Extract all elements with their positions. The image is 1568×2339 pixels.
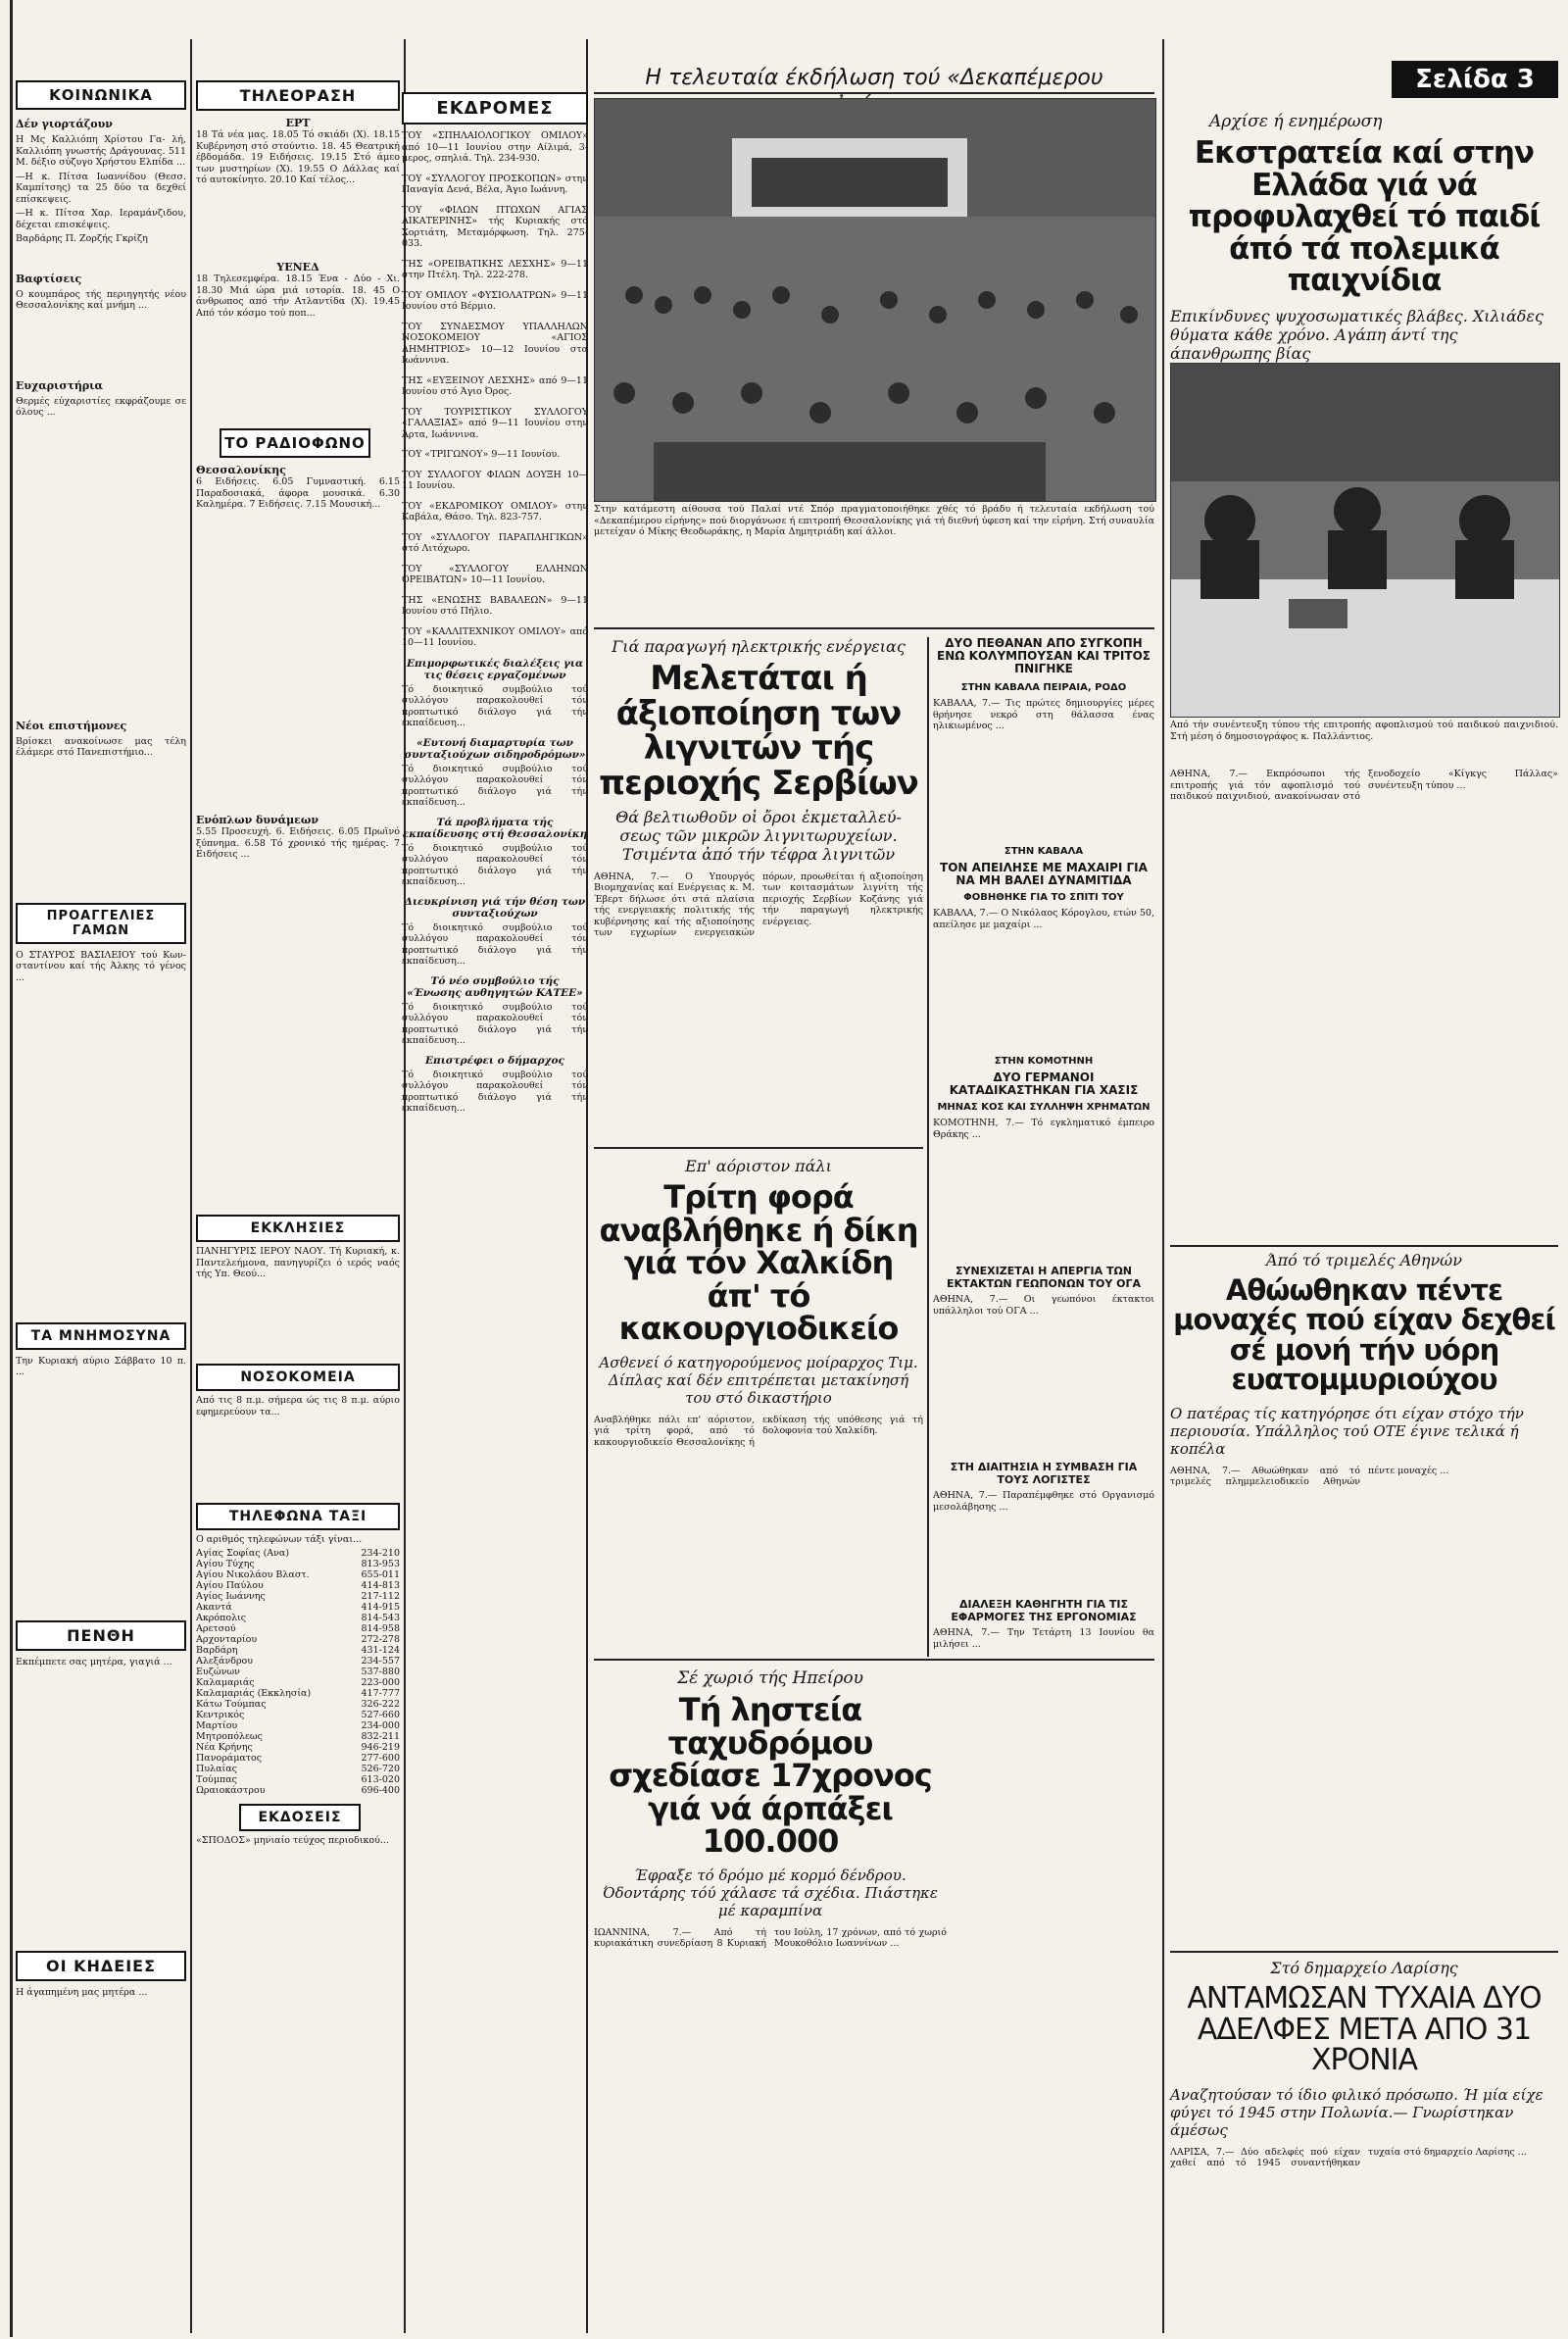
- taxi-row: [196, 1774, 400, 1785]
- text: Ο κουμπάρος τής περιηγητής νέου Θεσσαλονίκης καί μνήμη ...: [16, 288, 186, 311]
- taxi-station: Ακαντά: [196, 1601, 232, 1613]
- toys-photo: [1170, 363, 1560, 718]
- rule: [594, 1659, 1154, 1661]
- station-name: Θεσσαλονίκης: [196, 464, 286, 476]
- sisters-headline: ΑΝΤΑΜΩΣΑΝ ΤΥΧΑΙΑ ΔΥΟ ΑΔΕΛΦΕΣ ΜΕΤΑ ΑΠΟ 31 ΧΡΟΝΙΑ: [1187, 1981, 1542, 2077]
- text: —Η κ. Πίτσα Χαρ. Ιεραμάνζιδου, δέχεται επισκέψεις.: [16, 208, 186, 230]
- text: Η άγαπημένη μας μητέρα ...: [16, 1986, 148, 1998]
- taxi-station: Τούμπας: [196, 1773, 237, 1785]
- taxi-station: Καλαμαριάς (Εκκλησία): [196, 1687, 312, 1699]
- section-head-tv: ΤΗΛΕΟΡΑΣΗ: [196, 80, 400, 111]
- monks-article: [1170, 1251, 1558, 1750]
- column-rule: [1162, 39, 1164, 2333]
- robbery-article: [594, 1668, 1154, 2339]
- top-story-caption: Στην κατάμεστη αίθουσα τού Παλαί ντέ Σπόρ πραγματοποιήθηκε χθές τό βράδυ ή τελευταία εκδήλωση τού «Δεκαπέμερου εἰρήνης» πού διοργάνωσε ή επιτροπή Θεσσαλονίκης γιά τή διεθνή ύφεση καί την εἰρήνη. Στή συναυλία μετείχαν ό Μίκης Θεοδωράκης, η Μαρία Δημητριάδη καί άλλοι.: [594, 504, 1154, 537]
- taxi-phone: 814-958: [361, 1622, 400, 1634]
- taxi-station: Αγίου Τύχης: [196, 1558, 255, 1569]
- taxi-phone: 655-011: [361, 1568, 400, 1580]
- taxi-station: Καλαμαριάς: [196, 1676, 255, 1688]
- monks-deck: Ο πατέρας τίς κατηγόρησε ότι είχαν στόχο τήν περιουσία. Υπάλληλος τού ΟΤΕ έγινε τελικά ή κοπέλα: [1170, 1404, 1524, 1458]
- rule: [594, 627, 1154, 629]
- toys-headline: Εκστρατεία καί στην Ελλάδα γιά νά προφυλαχθεί τό παιδί άπό τά πολεμικά παιχνίδια: [1188, 135, 1541, 299]
- taxi-row: [196, 1634, 400, 1645]
- monks-headline: Αθώωθηκαν πέντε μοναχές πού είχαν δεχθεί σέ μονή τήν υόρη ευατομμυριούχου: [1173, 1273, 1555, 1397]
- dynamite-pre: ΣΤΗΝ ΚΑΒΑΛΑ: [1004, 846, 1084, 857]
- notice-heading: «Ευτονή διαμαρτυρία των συνταξιούχων σιδηροδρόμων»: [404, 736, 586, 761]
- excursion-entry: ΤΗΣ «ΟΡΕΙΒΑΤΙΚΗΣ ΛΕΣΧΗΣ» 9—11 στην Πτέλη. Τηλ. 222-278.: [402, 258, 588, 280]
- text: Βρίσκει ανακοίνωσε μας τέλη έλάμερε στό Πανεπιστήμιο...: [16, 735, 186, 758]
- radio-listing: 5.55 Προσευχή. 6. Ειδήσεις. 6.05 Πρωϊνό ξύπνημα. 6.58 Τό χρονικό τής ημέρας. 7 Ειδήσεις ...: [196, 826, 400, 860]
- section-head-radio: ΤΟ ΡΑΔΙΟΦΩΝΟ: [220, 428, 370, 458]
- excursion-entry: ΤΟΥ «ΣΠΗΛΑΙΟΛΟΓΙΚΟΥ ΟΜΙΛΟΥ» από 10—11 Ιουνίου στην Αίλιμά, 3- μερος, σπηλιά. Τηλ. 234-930.: [402, 130, 588, 164]
- excursion-entry: ΤΟΥ ΤΟΥΡΙΣΤΙΚΟΥ ΣΥΛΛΟΓΟΥ «ΓΑΛΑΞΙΑΣ» από 9—11 Ιουνίου στην Άρτα, Ιωάννινα.: [402, 406, 588, 440]
- excursion-entry: ΤΟΥ «ΚΑΛΛΙΤΕΧΝΙΚΟΥ ΟΜΙΛΟΥ» από 10—11 Ιουνίου.: [402, 625, 588, 648]
- notice-body: Τό διοικητικό συμβούλιο τού συλλόγου παρακολουθεί τόν προπτωτικό διάλογο γιά τήν εκπαίδευση...: [402, 683, 588, 728]
- section-head-weddings: ΠΡΟΑΓΓΕΛΙΕΣ ΓΑΜΩΝ: [16, 903, 186, 944]
- taxi-station: Αγίας Σοφίας (Ανα): [196, 1547, 290, 1559]
- germans-body: ΚΟΜΟΤΗΝΗ, 7.— Τό εγκληματικό έμπειρο Θράκης ...: [933, 1118, 1154, 1140]
- top-story-kicker: Η τελευταία έκδήλωση τού «Δεκαπέμερου: [645, 66, 1103, 90]
- press-conference-image: [1171, 364, 1559, 717]
- excursion-entry: ΤΟΥ «ΣΥΛΛΟΓΟΥ ΠΑΡΑΠΛΗΓΙΚΩΝ» στό Λιτόχωρο.: [402, 531, 588, 554]
- monks-kicker: Άπό τό τριμελές Αθηνών: [1266, 1251, 1462, 1269]
- drowning-body: ΚΑΒΑΛΑ, 7.— Τις πρώτες δημιουργίες μέρες θρήνησε νεκρό στη θάλασσα ένας ηλικιωμένος ...: [933, 698, 1154, 731]
- germans-sub: ΜΗΝΑΣ ΚΟΣ ΚΑΙ ΣΥΛΛΗΨΗ ΧΡΗΜΑΤΩΝ: [937, 1102, 1151, 1113]
- taxi-station: Ευζώνων: [196, 1666, 240, 1677]
- excursion-entry: ΤΟΥ «ΕΚΔΡΟΜΙΚΟΥ ΟΜΙΛΟΥ» στην Καβάλα, Θάσο. Τηλ. 823-757.: [402, 500, 588, 523]
- section-head-hospitals: ΝΟΣΟΚΟΜΕΙΑ: [196, 1364, 400, 1391]
- taxi-station: Ακρόπολις: [196, 1612, 247, 1623]
- notice-body: Τό διοικητικό συμβούλιο τού συλλόγου παρακολουθεί τόν προπτωτικό διάλογο γιά τήν εκπαίδευση...: [402, 1001, 588, 1046]
- left-column: [16, 0, 186, 2337]
- taxi-row: [196, 1569, 400, 1580]
- dynamite-body: ΚΑΒΑΛΑ, 7.— Ο Νικόλαος Κόρογλου, ετών 50, απείλησε με μαχαίρι ...: [933, 908, 1154, 930]
- text: Θερμές εύχαριστίες εκφράζουμε σε όλους ...: [16, 395, 186, 418]
- text: Βαρδάρης Π. Ζορζής Γκρίζη: [16, 233, 148, 244]
- publications-text: «ΣΠΟΔΟΣ» μηνιαίο τεύχος περιοδικού...: [196, 1834, 389, 1846]
- taxi-row: [196, 1667, 400, 1677]
- taxi-station: Μαρτίου: [196, 1719, 238, 1731]
- chalkidis-body: Αναβλήθηκε πάλι επ' αόριστον, γιά τρίτη φορά, από τό κακουργιοδικείο Θεσσαλονίκης ή εκδίκαση τής υπόθεσης γιά τή δολοφονία τού Χαλκίδη.: [594, 1414, 923, 1448]
- lignite-deck: Θά βελτιωθοῦν οἱ ὄροι ἐκμεταλλεύ- σεως τῶν μικρῶν λιγνιτωρυχείων. Τσιμέντα ἀπό τήν τέφρα λιγνιτῶν: [615, 807, 902, 864]
- sisters-kicker: Στό δημαρχείο Λαρίσης: [1270, 1959, 1458, 1977]
- taxi-row: [196, 1731, 400, 1742]
- sisters-deck: Αναζητούσαν τό ίδιο φιλικό πρόσωπο. Ή μία είχε φύγει τό 1945 στην Πολωνία.— Γνωρίστηκαν άμέσως: [1170, 2085, 1544, 2139]
- taxi-row: [196, 1785, 400, 1796]
- robbery-headline: Τή ληστεία ταχυδρόμου σχεδίασε 17χρονος γιά νά άρπάξει 100.000: [609, 1691, 932, 1861]
- accountants-headline: ΣΤΗ ΔΙΑΙΤΗΣΙΑ Η ΣΥΜΒΑΣΗ ΓΙΑ ΤΟΥΣ ΛΟΓΙΣΤΕΣ: [950, 1461, 1138, 1486]
- lignite-body: ΑΘΗΝΑ, 7.— Ο Υπουργός Βιομηχανίας καί Ενέργειας κ. Μ. Έβερτ δήλωσε ότι στά πλαίσια τής ενεργειακής πολιτικής τής κυβέρνησης καί τής αξιοποίησης των εγχωρίων ενεργειακών πόρων, προωθείται ή αξιοποίηση των κοιτασμάτων λιγνίτη τής περιοχής Σερβίων Κοζάνης γιά τήν παραγωγή ηλεκτρικής ενέργειας.: [594, 871, 923, 939]
- notice-list: [402, 658, 588, 1115]
- subhead: Νέοι επιστήμονες: [16, 719, 127, 732]
- taxi-station: Ωραιοκάστρου: [196, 1784, 266, 1796]
- page-label: Σελίδα 3: [1392, 61, 1558, 98]
- accountants-body: ΑΘΗΝΑ, 7.— Παραπέμφθηκε στό Οργανισμό μεσολάβησης ...: [933, 1490, 1154, 1513]
- taxi-phone: 431-124: [361, 1644, 400, 1656]
- taxi-station: Κεντρικός: [196, 1709, 245, 1720]
- notice-heading: Επιστρέφει ο δήμαρχος: [425, 1054, 564, 1067]
- text: —Η κ. Πίτσα Ιωαννίδου (Θεσσ. Καμπίτσης) τα 25 δύο τα δεχθεί επίσκεψεις.: [16, 171, 186, 205]
- excursion-entry: ΤΟΥ «ΣΥΛΛΟΓΟΥ ΕΛΛΗΝΩΝ ΟΡΕΙΒΑΤΩΝ» 10—11 Ιουνίου.: [402, 563, 588, 585]
- section-head-mourning: ΠΕΝΘΗ: [16, 1620, 186, 1651]
- taxi-station: Αγίου Νικολάου Βλαστ.: [196, 1568, 310, 1580]
- section-head-publications: ΕΚΔΟΣΕΙΣ: [239, 1804, 361, 1831]
- excursion-entry: ΤΟΥ «ΣΥΛΛΟΓΟΥ ΠΡΟΣΚΟΠΩΝ» στην Παναγία Δενά, Βέλα, Άγιο Ιωάννη.: [402, 173, 588, 195]
- section-head-funerals: ΟΙ ΚΗΔΕΙΕΣ: [16, 1951, 186, 1981]
- taxi-intro: Ο αριθμός τηλεφώνων τάξι γίναι...: [196, 1534, 363, 1545]
- excursion-entry: ΤΗΣ «ΕΝΩΣΗΣ ΒΑΒΑΛΕΩΝ» 9—11 Ιουνίου στό Πήλιο.: [402, 594, 588, 617]
- toys-caption: Από τήν συνέντευξη τύπου τής επιτροπής αφοπλισμού τού παιδικού παιχνιδιού. Στή μέση ό δημοσιογράφος κ. Παλλάντιος.: [1170, 720, 1558, 742]
- channel-name: ΕΡΤ: [285, 117, 311, 129]
- sisters-body: ΛΑΡΙΣΑ, 7.— Δύο αδελφές πού είχαν χαθεί από τό 1945 συναντήθηκαν τυχαία στό δημαρχείο Λαρίσης ...: [1170, 2146, 1527, 2168]
- germans-headline: ΔΥΟ ΓΕΡΜΑΝΟΙ ΚΑΤΑΔΙΚΑΣΤΗΚΑΝ ΓΙΑ ΧΑΣΙΣ: [949, 1070, 1139, 1097]
- crowd-photo-image: [595, 99, 1155, 501]
- taxi-phone: 527-660: [361, 1709, 400, 1720]
- robbery-kicker: Σέ χωριό τής Ηπείρου: [677, 1668, 863, 1688]
- taxi-row: [196, 1591, 400, 1602]
- taxi-row: [196, 1548, 400, 1559]
- column-rule: [190, 39, 192, 2333]
- notice-body: Τό διοικητικό συμβούλιο τού συλλόγου παρακολουθεί τόν προπτωτικό διάλογο γιά τήν εκπαίδευση...: [402, 1069, 588, 1114]
- taxi-phone: 272-278: [361, 1633, 400, 1645]
- subhead: Βαφτίσεις: [16, 272, 82, 285]
- excursion-entry: ΤΗΣ «ΕΥΞΕΙΝΟΥ ΛΕΣΧΗΣ» από 9—11 Ιουνίου στό Άγιο Όρος.: [402, 374, 588, 397]
- taxi-phone: 414-915: [361, 1601, 400, 1613]
- monks-body: ΑΘΗΝΑ, 7.— Αθωώθηκαν από τό τριμελές πλημμελειοδικείο Αθηνών πέντε μοναχές ...: [1170, 1465, 1449, 1488]
- section-head-churches: ΕΚΚΛΗΣΙΕΣ: [196, 1215, 400, 1242]
- tv-listing: 18 Τά νέα μας. 18.05 Τό σκιάδι (Χ). 18.15 Κυβέρνηση στό στούντιο. 18. 45 Θεατρική έβδομάδα. 19 Ειδήσεις. 19.15 Στό άμεο των μυστηρίων (Χ). 19.55 Ο Δάλλας καί τό αυτοκίνητο. 20.10 Καί τέλος...: [196, 129, 400, 185]
- taxi-phone: 946-219: [361, 1741, 400, 1753]
- excursions-column: [396, 0, 588, 2337]
- taxi-station: Νέα Κρήνης: [196, 1741, 253, 1753]
- strike-body: ΑΘΗΝΑ, 7.— Οι γεωπόνοι έκτακτοι υπάλληλοι τού ΟΓΑ ...: [933, 1294, 1154, 1317]
- taxi-row: [196, 1699, 400, 1710]
- lignite-kicker: Γιά παραγωγή ηλεκτρικής ενέργειας: [612, 637, 906, 656]
- taxi-phone: 234-000: [361, 1719, 400, 1731]
- station-name: Ενόπλων δυνάμεων: [196, 814, 318, 826]
- notice-heading: Τά προβλήματα τής εκπαίδευσης στή Θεσσαλονίκη: [402, 816, 588, 840]
- top-story-photo: [594, 98, 1156, 502]
- taxi-row: [196, 1677, 400, 1688]
- section-head-taxi: ΤΗΛΕΦΩΝΑ ΤΑΞΙ: [196, 1503, 400, 1530]
- taxi-row: [196, 1656, 400, 1667]
- subhead: Δέν γιορτάζουν: [16, 118, 113, 130]
- rule: [1170, 1245, 1558, 1247]
- toys-article: [1170, 112, 1558, 363]
- ergonomics-headline: ΔΙΑΛΕΞΗ ΚΑΘΗΓΗΤΗ ΓΙΑ ΤΙΣ ΕΦΑΡΜΟΓΕΣ ΤΗΣ ΕΡΓΟΝΟΜΙΑΣ: [951, 1598, 1137, 1623]
- tv-listing: 18 Τηλεσεμφέρα. 18.15 Ένα - Δύο - Χι. 18.30 Μιά ώρα μιά ιστορία. 18. 45 Ο άνθρωπος από τήν Ατλαντίδα (Χ). 19.45 Από τόν κόσμο τού ποπ...: [196, 274, 400, 319]
- taxi-row: [196, 1559, 400, 1569]
- taxi-station: Βαρδάρη: [196, 1644, 238, 1656]
- notice-body: Τό διοικητικό συμβούλιο τού συλλόγου παρακολουθεί τόν προπτωτικό διάλογο γιά τήν εκπαίδευση...: [402, 842, 588, 887]
- excursion-entry: ΤΟΥ «ΦΙΛΩΝ ΠΤΩΧΩΝ ΑΓΙΑΣ ΑΙΚΑΤΕΡΙΝΗΣ» τής Κυριακής στό Χορτιάτη, Μεταμόρφωση. Τηλ. 275-033.: [402, 204, 588, 249]
- taxi-phone: 277-600: [361, 1752, 400, 1764]
- subhead: Ευχαριστήρια: [16, 378, 103, 392]
- taxi-station: Αγίος Ιωάννης: [196, 1590, 266, 1602]
- taxi-phone: 234-557: [361, 1655, 400, 1667]
- dynamite-headline: ΤΟΝ ΑΠΕΙΛΗΣΕ ΜΕ ΜΑΧΑΙΡΙ ΓΙΑ ΝΑ ΜΗ ΒΑΛΕΙ ΔΥΝΑΜΙΤΙΔΑ: [940, 861, 1148, 887]
- lignite-headline: Μελετάται ή άξιοποίηση των λιγνιτών τής περιοχής Σερβίων: [599, 659, 918, 804]
- taxi-phone: 537-880: [361, 1666, 400, 1677]
- notice-body: Τό διοικητικό συμβούλιο τού συλλόγου παρακολουθεί τόν προπτωτικό διάλογο γιά τήν εκπαίδευση...: [402, 921, 588, 967]
- taxi-station: Αρετσού: [196, 1622, 236, 1634]
- taxi-phone: 414-813: [361, 1579, 400, 1591]
- radio-listing: 6 Ειδήσεις. 6.05 Γυμναστική. 6.15 Παραδοσιακά, άφορα μουσικά. 6.30 Καλημέρα. 7 Ειδήσεις. 7.15 Μουσική...: [196, 476, 400, 510]
- briefs-column: [933, 637, 1154, 1650]
- text: Εκπέμπετε σας μητέρα, γιαγιά ...: [16, 1656, 172, 1667]
- excursion-entry: ΤΟΥ ΣΥΛΛΟΓΟΥ ΦΙΛΩΝ ΔΟΥΞΗ 10—11 Ιουνίου.: [402, 469, 588, 491]
- toys-body: ΑΘΗΝΑ, 7.— Εκπρόσωποι τής επιτροπής γιά τόν αφοπλισμό τού παιδικού παιχνιδιού, ανακοίνωσαν στό ξενοδοχείο «Κίγκγς Πάλλας» συνέντευξη τύπου ...: [1170, 769, 1558, 802]
- ergonomics-body: ΑΘΗΝΑ, 7.— Την Τετάρτη 13 Ιουνίου θα μιλήσει ...: [933, 1627, 1154, 1650]
- germans-pre: ΣΤΗΝ ΚΟΜΟΤΗΝΗ: [994, 1056, 1094, 1067]
- top-story-kicker-bar: [594, 65, 1154, 94]
- excursion-entry: ΤΟΥ ΟΜΙΛΟΥ «ΦΥΣΙΟΛΑΤΡΩΝ» 9—11 Ιουνίου στό Βέρμιο.: [402, 289, 588, 312]
- excursion-list: [402, 130, 588, 649]
- rule: [594, 1147, 923, 1149]
- taxi-row: [196, 1623, 400, 1634]
- rule: [1170, 1951, 1558, 1953]
- sisters-article: [1170, 1959, 1558, 2294]
- taxi-row: [196, 1742, 400, 1753]
- notice-heading: Τό νέο συμβούλιο τής «Ένωσης αυθηγητών ΚΑΤΕΕ»: [407, 974, 583, 999]
- taxi-station: Πυλαίας: [196, 1763, 237, 1774]
- taxi-phone: 223-000: [361, 1676, 400, 1688]
- taxi-phone: 814-543: [361, 1612, 400, 1623]
- toys-deck: Επικίνδυνες ψυχοσωματικές βλάβες. Χιλιάδες θύματα κάθε χρόνο. Αγάπη άντί της άπανθρωπης βίας: [1170, 306, 1544, 363]
- taxi-phone: 217-112: [361, 1590, 400, 1602]
- notice-heading: Διευκρίνιση γιά τήν θέση των συνταξιούχων: [404, 895, 586, 920]
- taxi-phone: 526-720: [361, 1763, 400, 1774]
- section-head-excursions: ΕΚΔΡΟΜΕΣ: [402, 92, 588, 124]
- notice-body: Τό διοικητικό συμβούλιο τού συλλόγου παρακολουθεί τόν προπτωτικό διάλογο γιά τήν εκπαίδευση...: [402, 763, 588, 808]
- drowning-headline: ΔΥΟ ΠΕΘΑΝΑΝ ΑΠΟ ΣΥΓΚΟΠΗ ΕΝΩ ΚΟΛΥΜΠΟΥΣΑΝ ΚΑΙ ΤΡΙΤΟΣ ΠΝΙΓΗΚΕ: [937, 636, 1151, 675]
- section-head-social: ΚΟΙΝΩΝΙΚΑ: [16, 80, 186, 110]
- channel-name: ΥΕΝΕΔ: [276, 261, 319, 274]
- section-head-memorials: ΤΑ ΜΝΗΜΟΣΥΝΑ: [16, 1322, 186, 1350]
- taxi-row: [196, 1688, 400, 1699]
- taxi-phone: 234-210: [361, 1547, 400, 1559]
- taxi-phone: 832-211: [361, 1730, 400, 1742]
- taxi-row: [196, 1753, 400, 1764]
- listings-column: [196, 0, 400, 2337]
- column-rule: [927, 637, 929, 1657]
- notice-heading: Επιμορφωτικές διαλέξεις για τις θέσεις εργαζομένων: [406, 657, 584, 681]
- church-listing: ΠΑΝΗΓΥΡΙΣ ΙΕΡΟΥ ΝΑΟΥ. Τή Κυριακή, κ. Παντελεήμονα, πανηγυρίζει ό ιερός ναός τής Υπ. Θεού...: [196, 1246, 400, 1279]
- taxi-phone: 326-222: [361, 1698, 400, 1710]
- chalkidis-deck: Ασθενεί ό κατηγορούμενος μοίραρχος Τιμ. Δίπλας καί δέν επιτρέπεται μετακίνησή του στό δικαστήριο: [599, 1353, 918, 1407]
- taxi-phone: 417-777: [361, 1687, 400, 1699]
- taxi-row: [196, 1580, 400, 1591]
- text: Την Κυριακή αύριο Σάββατο 10 π. ...: [16, 1355, 186, 1377]
- taxi-row: [196, 1710, 400, 1720]
- drowning-subhead: ΣΤΗΝ ΚΑΒΑΛΑ ΠΕΙΡΑΙΑ, ΡΟΔΟ: [960, 682, 1127, 693]
- robbery-body: ΙΩΑΝΝΙΝΑ, 7.— Από τή κυριακάτικη συνεδρίαση 8 Κυριακή του Ιούλη, 17 χρόνων, από τό χωριό Μουκοθόλιο Ιωαννίνων ...: [594, 1926, 947, 1950]
- strike-headline: ΣΥΝΕΧΙΖΕΤΑΙ Η ΑΠΕΡΓΙΑ ΤΩΝ ΕΚΤΑΚΤΩΝ ΓΕΩΠΟΝΩΝ ΤΟΥ ΟΓΑ: [946, 1265, 1142, 1290]
- text: Η Μς Καλλιόπη Χρίστου Γα- λή, Καλλιόπη γνωστής Δράγουνας. 511 Μ. δέξιο σύζυγο Χρήστου Ελπίδα ...: [16, 134, 186, 168]
- taxi-station: Αγίου Παύλου: [196, 1579, 264, 1591]
- taxi-phone: 696-400: [361, 1784, 400, 1796]
- taxi-row: [196, 1645, 400, 1656]
- taxi-list: [196, 1548, 400, 1796]
- taxi-station: Αρχονταρίου: [196, 1633, 258, 1645]
- taxi-station: Αλεξάνδρου: [196, 1655, 254, 1667]
- taxi-station: Μητροπόλεως: [196, 1730, 263, 1742]
- chalkidis-headline: Τρίτη φορά αναβλήθηκε ή δίκη γιά τόν Χαλκίδη άπ' τό κακουργιοδικείο: [599, 1178, 918, 1348]
- taxi-station: Κάτω Τούμπας: [196, 1698, 267, 1710]
- robbery-deck: Έφραξε τό δρόμο μέ κορμό δένδρου. Όδοντάρης τόύ χάλασε τά σχέδια. Πιάστηκε μέ καραμπίνα: [603, 1866, 938, 1919]
- page-edge-rule: [10, 0, 13, 2337]
- taxi-station: Πανοράματος: [196, 1752, 263, 1764]
- taxi-row: [196, 1602, 400, 1613]
- hospital-listing: Από τις 8 π.μ. σήμερα ώς τις 8 π.μ. αύριο εφημερεύουν τα...: [196, 1395, 400, 1418]
- excursion-entry: ΤΟΥ «ΤΡΙΓΩΝΟΥ» 9—11 Ιουνίου.: [402, 449, 561, 460]
- taxi-row: [196, 1613, 400, 1623]
- taxi-phone: 613-020: [361, 1773, 400, 1785]
- excursion-entry: ΤΟΥ ΣΥΝΔΕΣΜΟΥ ΥΠΑΛΛΗΛΩΝ ΝΟΣΟΚΟΜΕΙΟΥ «ΑΓΙΟΣ ΔΗΜΗΤΡΙΟΣ» 10—12 Ιουνίου στα Ιωάννινα.: [402, 321, 588, 366]
- chalkidis-kicker: Επ' αόριστον πάλι: [685, 1157, 832, 1175]
- toys-kicker: Αρχίσε ή ενημέρωση: [1209, 112, 1383, 131]
- taxi-phone: 813-953: [361, 1558, 400, 1569]
- taxi-row: [196, 1720, 400, 1731]
- dynamite-sub: ΦΟΒΗΘΗΚΕ ΓΙΑ ΤΟ ΣΠΙΤΙ ΤΟΥ: [963, 892, 1124, 903]
- text: Ο ΣΤΑΥΡΟΣ ΒΑΣΙΛΕΙΟΥ τού Κων- σταντίνου καί τής Άλκης τό γένος ...: [16, 949, 186, 983]
- chalkidis-article: [594, 1157, 923, 1728]
- taxi-row: [196, 1764, 400, 1774]
